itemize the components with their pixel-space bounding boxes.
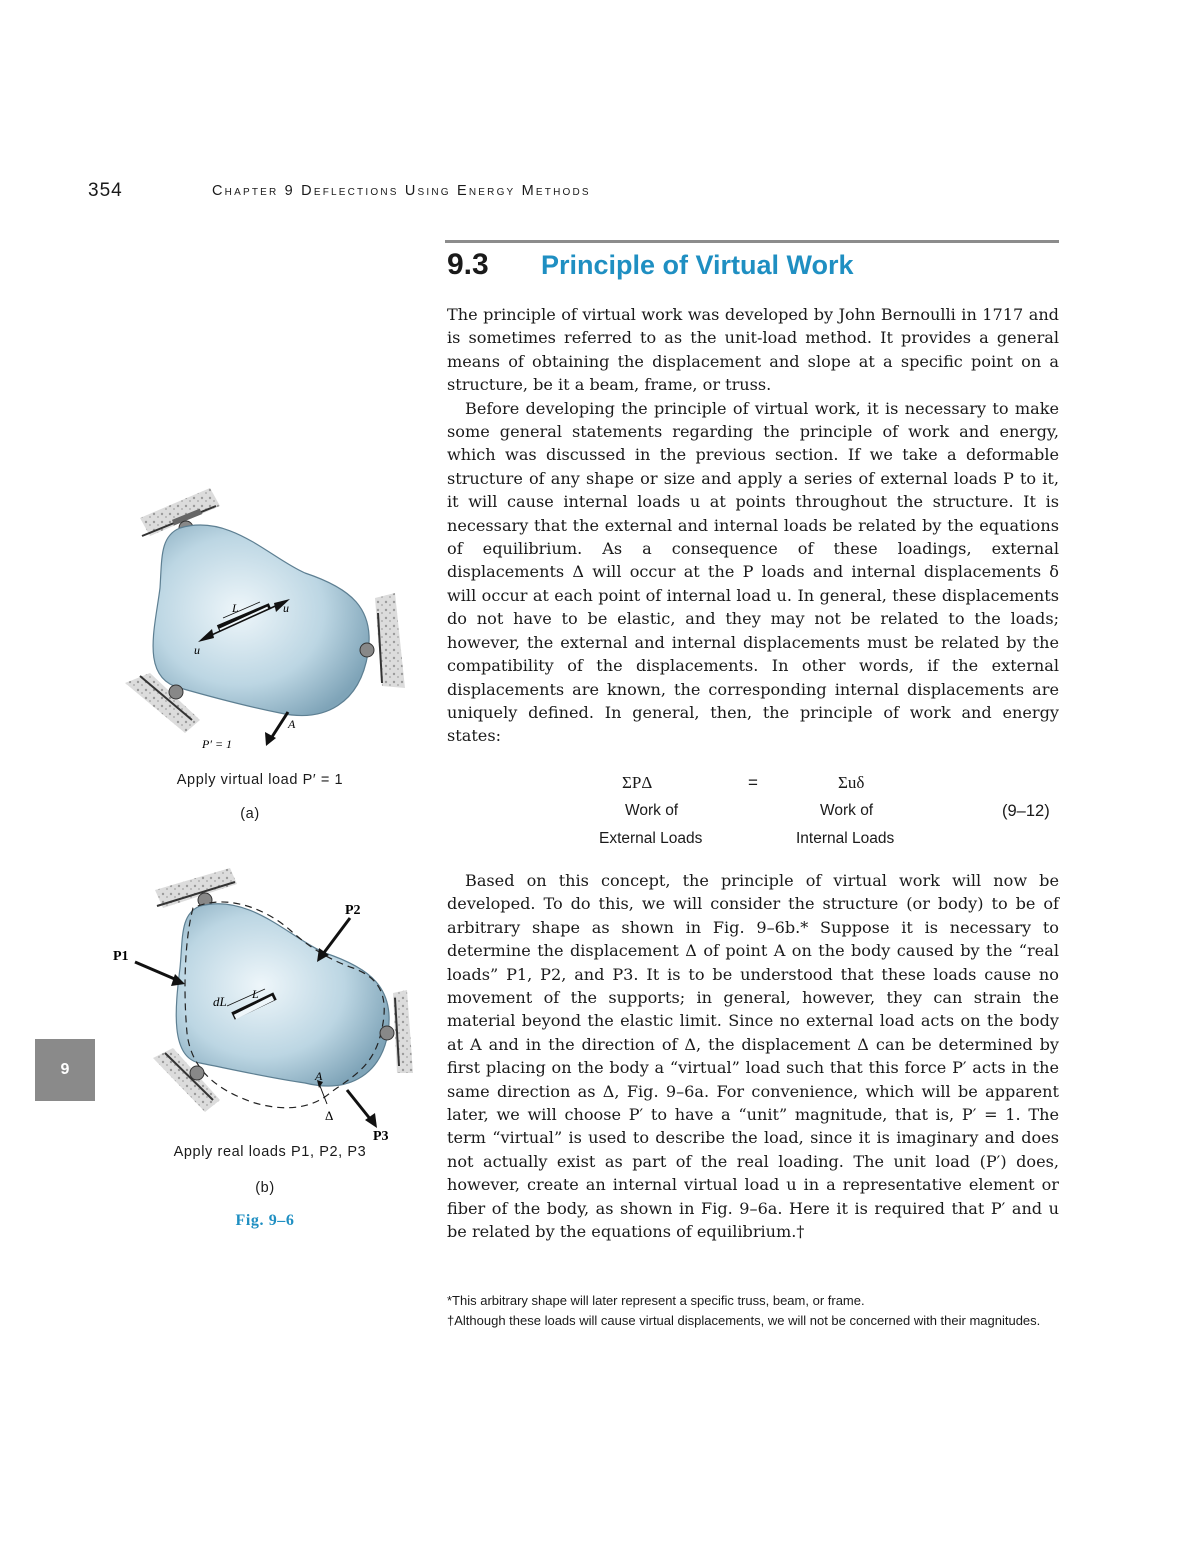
equation-rhs-label-2: Internal Loads: [796, 830, 895, 847]
chapter-tab: 9: [35, 1039, 95, 1101]
fig-b-label: (b): [255, 1180, 275, 1196]
fig-a-label: (a): [240, 806, 260, 822]
p3-label: P3: [373, 1129, 389, 1144]
figure-a-diagram: [120, 488, 410, 758]
equation-lhs: ΣPΔ: [622, 773, 653, 792]
body-shape-b: [176, 904, 389, 1086]
body-shape-a: [153, 525, 369, 716]
L-label-a: L: [232, 601, 239, 615]
figure-b-diagram: [105, 868, 415, 1148]
equation-lhs-label-2: External Loads: [599, 830, 703, 847]
p1-arrow: [135, 962, 185, 986]
u-label-left-a: u: [194, 643, 200, 657]
footnote-2: †Although these loads will cause virtual displacements, we will not be concerned with their magnitudes.: [447, 1313, 1041, 1328]
section-rule: [445, 240, 1059, 243]
paragraph-2: Before developing the principle of virtual work, it is necessary to make some general statements regarding the principle of work and energy, which was discussed in the previous section. If we take a deformable structure of any shape or size and apply a series of external loads P to it, it will cause internal loads u at points throughout the structure. It is necessary that the external and internal loads be related by the equations of equilibrium. As a consequence of these loadings, external displacements Δ will occur at the P loads and internal displacements δ will occur at each point of internal load u. In general, these displacements do not have to be elastic, and they may not be related to the loads; however, the external and internal displacements must be related by the compatibility of the displacements. In other words, if the external displacements are known, the corresponding internal displacements are uniquely defined. In general, then, the principle of work and energy states:: [447, 398, 1059, 746]
p3-arrow: [347, 1090, 377, 1128]
fig-b-caption: Apply real loads P1, P2, P3: [173, 1144, 367, 1160]
equation-lhs-label-1: Work of: [625, 802, 679, 819]
paragraph-1: The principle of virtual work was developed by John Bernoulli in 1717 and is sometimes referred to as the unit-load method. It provides a general means of obtaining the displacement and slope at a specific point on a structure, be it a beam, frame, or truss.: [447, 305, 1059, 395]
virtual-load-arrow: [265, 712, 288, 746]
paragraph-3: Based on this concept, the principle of virtual work will now be developed. To do this, we will consider the structure (or body) to be of arbitrary shape as shown in Fig. 9–6b.* Suppose it is necessary to determine the displacement Δ of point A on the body caused by the “real loads” P1, P2, and P3. It is to be understood that these loads cause no movement of the supports; in general, however, they can strain the material beyond the elastic limit. Since no external load acts on the body at A and in the direction of Δ, the displacement Δ can be determined by first placing on the body a “virtual” load such that this force P′ acts in the same direction as Δ, Fig. 9–6a. For convenience, which will be apparent later, we will choose P′ to have a “unit” magnitude, that is, P′ = 1. The term “virtual” is used to describe the load, since it is imaginary and does not actually exist as part of the real loading. The unit load (P′) does, however, create an internal virtual load u in a representative element or fiber of the body, as shown in Fig. 9–6a. Here it is required that P′ and u be related by the equations of equilibrium.†: [447, 871, 1059, 1242]
p2-label: P2: [345, 903, 361, 918]
section-number: 9.3: [447, 248, 489, 281]
body-text-top: [447, 303, 1059, 748]
dL-label-b: dL: [213, 994, 227, 1009]
equation-equals: =: [748, 773, 758, 792]
delta-label: Δ: [325, 1108, 334, 1123]
p1-label: P1: [113, 949, 129, 964]
section-title: Principle of Virtual Work: [541, 250, 854, 280]
equation-rhs-label-1: Work of: [820, 802, 874, 819]
point-a-label-a: A: [288, 717, 296, 731]
L-label-b: L: [252, 987, 259, 1001]
equation-rhs: Σuδ: [838, 773, 865, 792]
figure-number: Fig. 9–6: [235, 1212, 295, 1229]
fig-a-caption: Apply virtual load P′ = 1: [176, 772, 344, 788]
body-text-bottom: [447, 869, 1059, 1244]
running-head: Chapter 9 Deflections Using Energy Methods: [212, 183, 591, 199]
page-number: 354: [88, 180, 123, 201]
equation-number: (9–12): [1002, 802, 1050, 820]
u-label-right-a: u: [283, 601, 289, 615]
footnote-1: *This arbitrary shape will later represent a specific truss, beam, or frame.: [447, 1293, 865, 1308]
point-a-label-b: A: [315, 1069, 323, 1083]
virtual-load-label: P′ = 1: [202, 737, 233, 751]
